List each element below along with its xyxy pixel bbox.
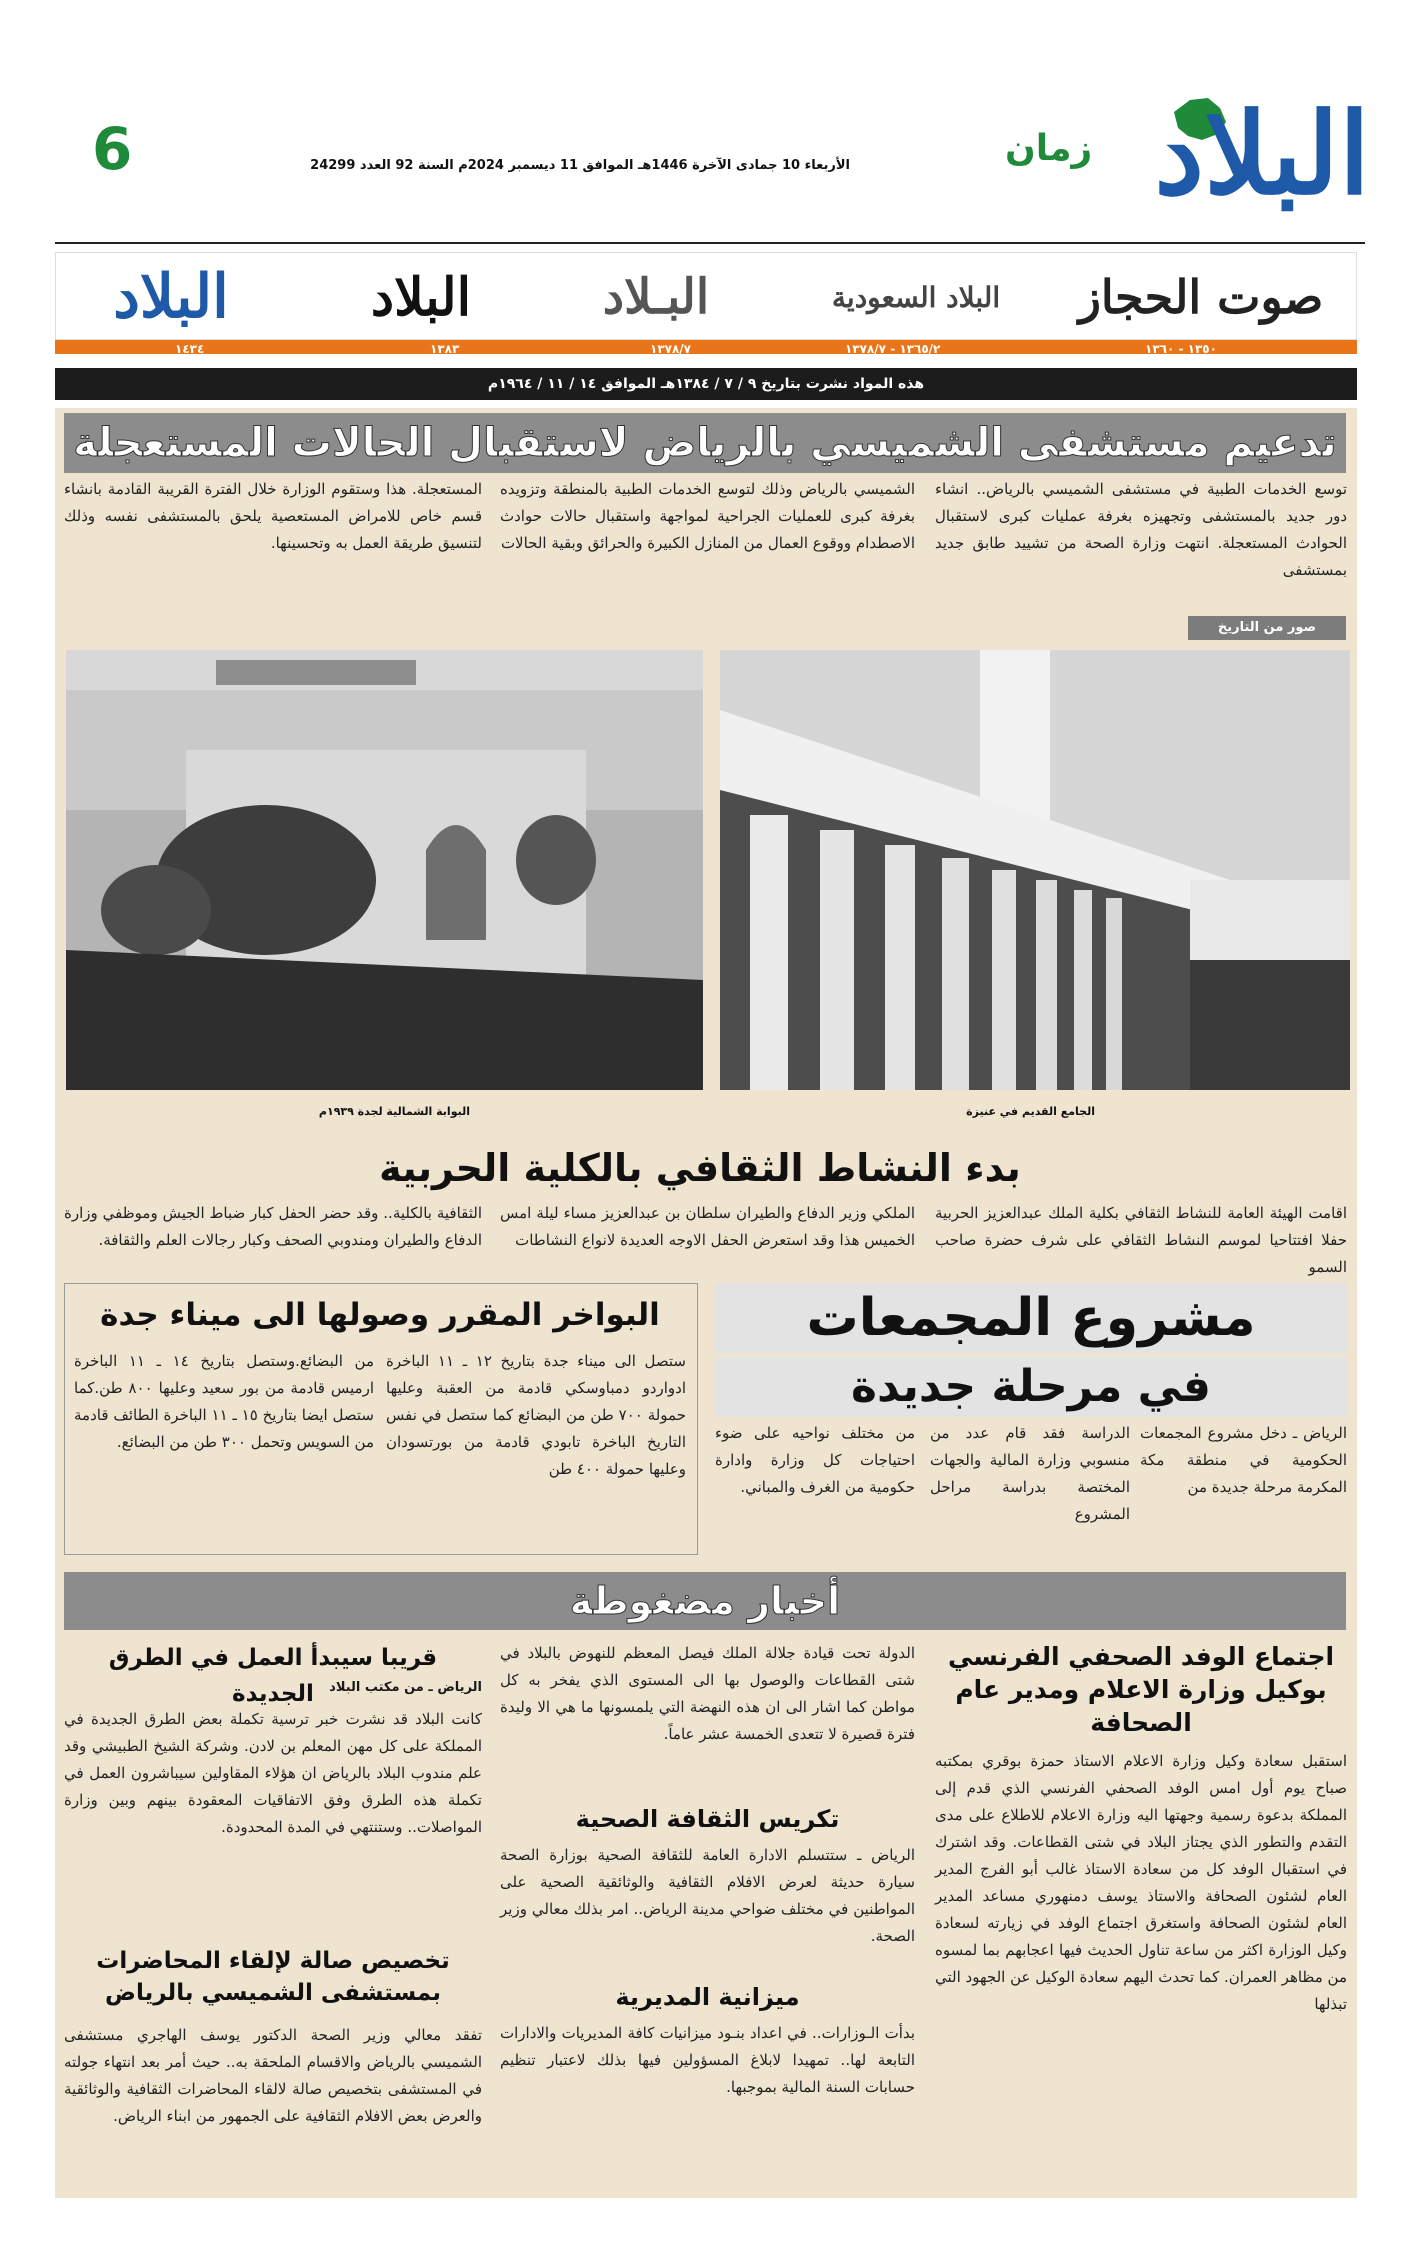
brief4-dateline: الرياض ـ من مكتب البلاد bbox=[329, 1680, 482, 1695]
story3-headline-line2: في مرحلة جديدة bbox=[851, 1361, 1211, 1412]
masthead-years-5: ١٤٣٤ bbox=[175, 342, 205, 356]
masthead-years-3: ١٣٧٨/٧ bbox=[650, 342, 692, 356]
page-number: 6 bbox=[92, 115, 133, 183]
masthead-logo-2: البلاد السعودية bbox=[831, 280, 1001, 314]
photo-old-mosque-unaizah bbox=[720, 650, 1350, 1090]
story1-column-3: المستعجلة. هذا وستقوم الوزارة خلال الفترة القريبة القادمة بانشاء قسم خاص للامراض المستعصية يلحق بالمستشفى نفسه وذلك لتنسيق طريقة العمل به وتحسينها. bbox=[64, 480, 482, 552]
brief5-headline: تخصيص صالة لإلقاء المحاضرات بمستشفى الشميسي بالرياض bbox=[96, 1948, 450, 2006]
photo-caption-right: الجامع القديم في عنيزة bbox=[966, 1105, 1095, 1118]
masthead-logo-3: البـلاد bbox=[602, 269, 710, 325]
story3-column-1: الرياض ـ دخل مشروع المجمعات الحكومية في منطقة مكة المكرمة مرحلة جديدة من bbox=[1140, 1424, 1347, 1496]
masthead-logo-5: البلاد bbox=[113, 262, 229, 332]
story1-column-2: الشميسي بالرياض وذلك لتوسع الخدمات الطبية بالمنطقة وتزويده بغرفة كبرى للعمليات الجراحية لمواجهة واستقبال حالات حوادث الاصطدام ووقوع العمال من المنازل الكبيرة والحرائق وبقية الحالات bbox=[500, 480, 915, 552]
newspaper-logo bbox=[1130, 90, 1370, 220]
brief1-headline: اجتماع الوفد الصحفي الفرنسي بوكيل وزارة الاعلام ومدير عام الصحافة bbox=[947, 1642, 1335, 1737]
brief3-headline: ميزانية المديرية bbox=[615, 1983, 800, 2011]
photo-north-gate-jeddah bbox=[66, 650, 703, 1090]
brief5-body: تفقد معالي وزير الصحة الدكتور يوسف الهاجري مستشفى الشميسي بالرياض والاقسام الملحقة به.. حيث أمر بعد انتهاء جولته في المستشفى بتخصيص صالة لالقاء المحاضرات الثقافية والوثائقية والعرض بعض الافلام الثقافية على الجمهور من ابناء الرياض. bbox=[64, 2026, 482, 2125]
issue-dateline: الأربعاء 10 جمادى الآخرة 1446هـ الموافق 11 ديسمبر 2024م السنة 92 العدد 24299 bbox=[310, 158, 850, 173]
history-photos-label: صور من التاريخ bbox=[1188, 616, 1346, 640]
masthead-logo-4: البلاد bbox=[370, 266, 472, 328]
masthead-years-1: ١٣٥٠ - ١٣٦٠ bbox=[1145, 342, 1217, 356]
brief4-body: كانت البلاد قد نشرت خبر ترسية تكملة بعض الطرق الجديدة في المملكة على كل مهن المعلم بن لادن. وشركة الشيخ الطبيشي وقد علم مندوب البلاد بالرياض ان هؤلاء المقاولين سيباشرون العمل في تكملة هذه الطرق وفق الاتفاقيات المعقودة بينهم وبين وزارة المواصلات.. وستنتهي في المدة المحدودة. bbox=[64, 1710, 482, 1836]
story4-headline: البواخر المقرر وصولها الى ميناء جدة bbox=[100, 1297, 660, 1333]
logo-text: البلاد bbox=[1154, 89, 1370, 220]
story2-column-3: الثقافية بالكلية.. وقد حضر الحفل كبار ضباط الجيش وموظفي وزارة الدفاع والطيران ومندوبي الصحف وكبار رجالات العلم والثقافة. bbox=[64, 1204, 482, 1249]
publication-notice: هذه المواد نشرت بتاريخ ٩ / ٧ / ١٣٨٤هـ الموافق ١٤ / ١١ / ١٩٦٤م bbox=[55, 368, 1357, 400]
story3-column-2: الدراسة فقد قام عدد من منسوبي وزارة المالية والجهات المختصة بدراسة مراحل المشروع bbox=[930, 1424, 1130, 1523]
story3-column-3: من مختلف نواحيه على ضوء احتياجات كل وزارة وادارة حكومية من الغرف والمباني. bbox=[715, 1424, 915, 1496]
story2-column-1: اقامت الهيئة العامة للنشاط الثقافي بكلية الملك عبدالعزيز الحربية حفلا افتتاحيا لموسم النشاط الثقافي على شرف حضرة صاحب السمو bbox=[935, 1204, 1347, 1276]
story2-column-2: الملكي وزير الدفاع والطيران سلطان بن عبدالعزيز مساء ليلة امس الخميس هذا وقد استعرض الحفل الاوجه العديدة لانواع النشاطات bbox=[500, 1204, 915, 1249]
story1-column-1: توسع الخدمات الطبية في مستشفى الشميسي بالرياض.. انشاء دور جديد بالمستشفى وتجهيزه بغرفة عمليات كبرى لاستقبال الحوادث المستعجلة. انتهت وزارة الصحة من تشييد طابق جديد بمستشفى bbox=[935, 480, 1347, 579]
brief1-continued: الدولة تحت قيادة جلالة الملك فيصل المعظم للنهوض بالبلاد في شتى القطاعات والوصول بها الى المستوى الذي يفخر به كل مواطن كما اشار الى ان هذه النهضة التي يلمسونها ما هي الا وليدة فترة قصيرة لا تتعدى الخمسة عشر عاماً. bbox=[500, 1644, 915, 1743]
brief2-body: الرياض ـ ستتسلم الادارة العامة للثقافة الصحية بوزارة الصحة سيارة حديثة لعرض الافلام الثقافية والوثائقية الصحية على المواطنين في مختلف ضواحي مدينة الرياض.. امر بذلك معالي وزير الصحة. bbox=[500, 1846, 915, 1945]
briefs-banner: أخبار مضغوطة bbox=[64, 1572, 1346, 1630]
header-divider bbox=[55, 242, 1365, 244]
section-label: زمان bbox=[1005, 128, 1093, 169]
brief2-headline: تكريس الثقافة الصحية bbox=[575, 1805, 840, 1833]
masthead-years-4: ١٣٨٣ bbox=[430, 342, 460, 356]
brief3-body: بدأت الـوزارات.. في اعداد بنـود ميزانيات كافة المديريات والادارات التابعة لها.. تمهيدا لابلاغ المسؤولين فيها بذلك لاعتبار تنظيم حسابات السنة المالية بموجبها. bbox=[500, 2024, 915, 2096]
masthead-years-2: ١٣٦٥/٢ - ١٣٧٨/٧ bbox=[845, 342, 941, 356]
story3-headline-line1: مشروع المجمعات bbox=[806, 1288, 1256, 1348]
masthead-strip bbox=[55, 252, 1357, 340]
story4-column-1: ستصل الى ميناء جدة بتاريخ ١٢ ـ ١١ الباخرة ادواردو دمباوسكي قادمة من العقبة وعليها حمولة ٧٠٠ طن من البضائع كما ستصل في نفس التاريخ الباخرة تابودي قادمة من بورتسودان وعليها حمولة ٤٠٠ طن bbox=[386, 1352, 686, 1478]
photo-caption-left: البوابة الشمالية لجدة ١٩٣٩م bbox=[318, 1105, 470, 1118]
story2-headline: بدء النشاط الثقافي بالكلية الحربية bbox=[379, 1146, 1021, 1190]
brief1-body: استقبل سعادة وكيل وزارة الاعلام الاستاذ حمزة بوقري بمكتبه صباح يوم أول امس الوفد الصحفي الفرنسي الذي قدم إلى المملكة بدعوة رسمية وجهتها اليه وزارة الاعلام للاطلاع على مدى التقدم والتطور الذي يجتاز البلاد في شتى القطاعات. وقد اشترك في استقبال الوفد كل من سعادة الاستاذ غالب أبو الفرج المدير العام لشئون الصحافة والاستاذ يوسف دمنهوري مساعد المدير العام لشئون الصحافة واستغرق اجتماع الوفد في زيارته لسعادة وكيل الوزارة اكثر من ساعة تناول الحديث فيها اعجابهم بما لمسوه من مظاهر العمران. كما تحدث اليهم سعادة الوكيل عن الجهود التي تبذلها bbox=[935, 1752, 1347, 2013]
brief4-headline: قريبا سيبدأ العمل في الطرق الجديدة bbox=[108, 1645, 438, 1707]
story4-column-2: من البضائع.وستصل بتاريخ ١٤ ـ ١١ الباخرة ارميس قادمة من بور سعيد وعليها ٨٠٠ طن.كما ستصل ايضا بتاريخ ١٥ ـ ١١ الباخرة الطائف قادمة من السويس وتحمل ٣٠٠ طن من البضائع. bbox=[74, 1352, 375, 1451]
masthead-logo-1: صوت الحجاز bbox=[1078, 270, 1324, 324]
story1-headline: تدعيم مستشفى الشميسي بالرياض لاستقبال الحالات المستعجلة bbox=[64, 413, 1346, 473]
